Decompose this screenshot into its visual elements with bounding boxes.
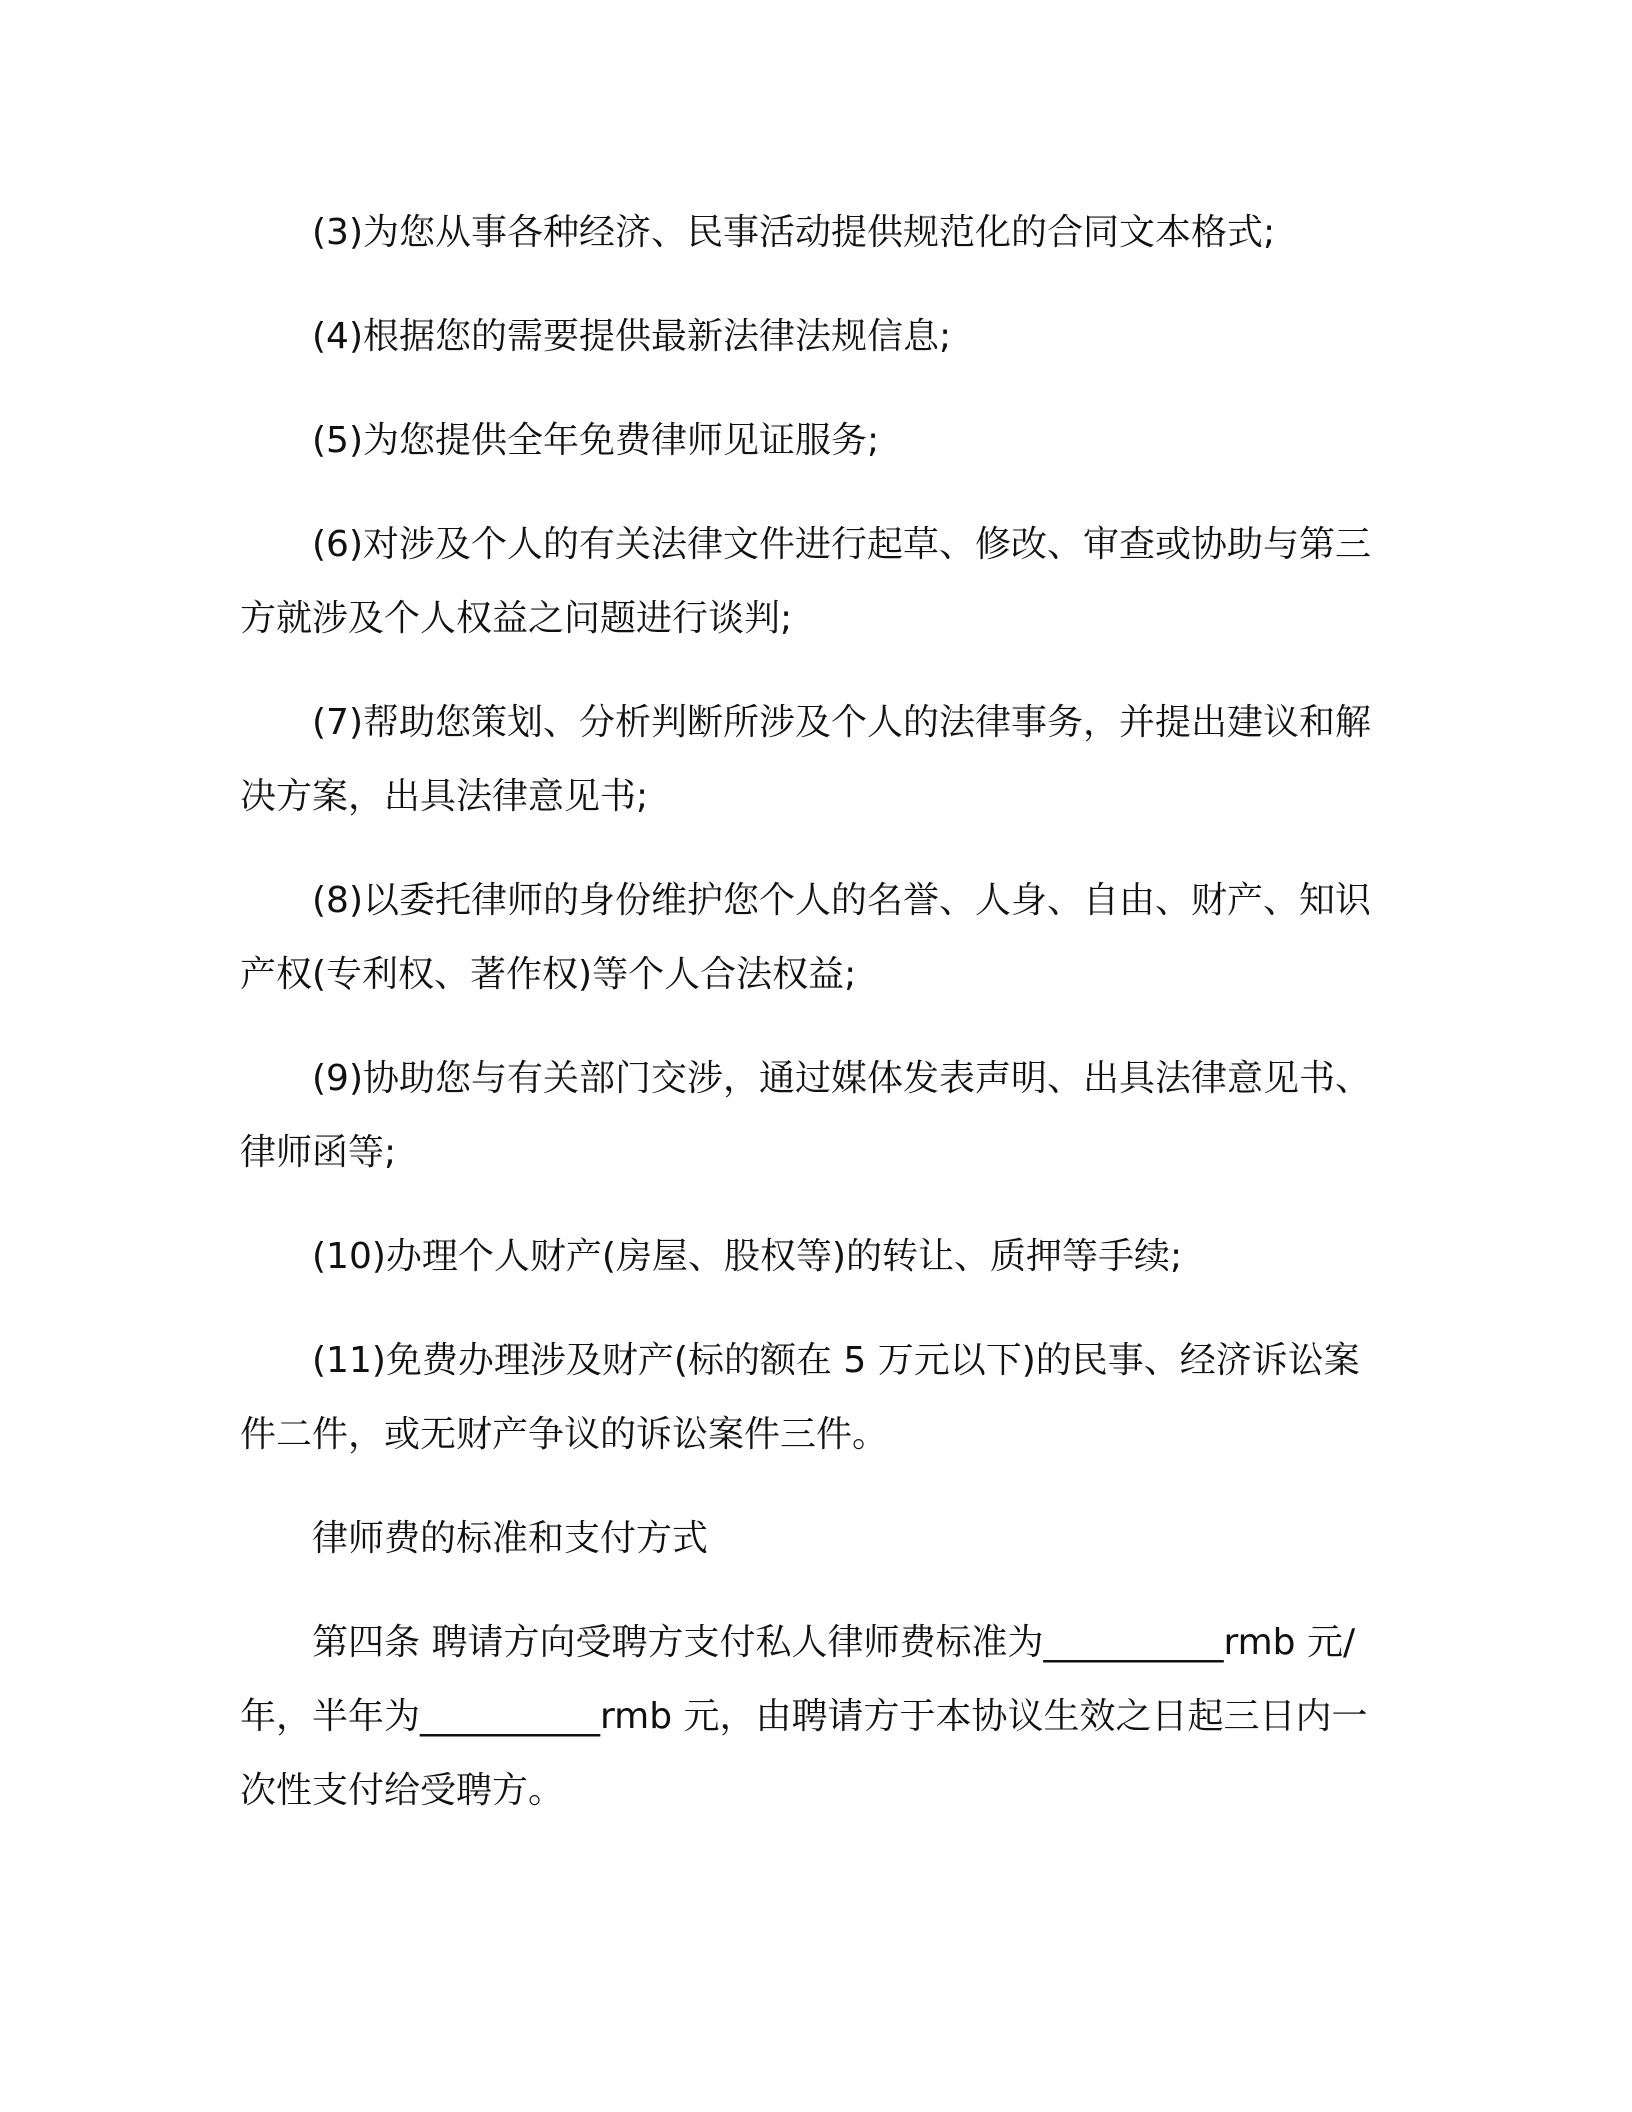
paragraph-item-7: (7)帮助您策划、分析判断所涉及个人的法律事务，并提出建议和解决方案，出具法律意见书; — [240, 702, 1371, 817]
paragraph-item-8: (8)以委托律师的身份维护您个人的名誉、人身、自由、财产、知识产权(专利权、著作权)等个人合法权益; — [240, 880, 1371, 995]
paragraph-item-4: (4)根据您的需要提供最新法律法规信息; — [312, 316, 952, 357]
paragraph-item-10: (10)办理个人财产(房屋、股权等)的转让、质押等手续; — [312, 1236, 1183, 1277]
article-four: 第四条 聘请方向受聘方支付私人律师费标准为__________rmb 元/年，半年为__________rmb 元，由聘请方于本协议生效之日起三日内一次性支付给受聘方。 — [240, 1622, 1368, 1811]
document-body — [240, 196, 1380, 1858]
paragraph-item-11: (11)免费办理涉及财产(标的额在 5 万元以下)的民事、经济诉讼案件二件，或无财产争议的诉讼案件三件。 — [240, 1340, 1360, 1455]
paragraph-item-3: (3)为您从事各种经济、民事活动提供规范化的合同文本格式; — [312, 212, 1276, 253]
section-heading: 律师费的标准和支付方式 — [312, 1518, 709, 1559]
paragraph-item-5: (5)为您提供全年免费律师见证服务; — [312, 420, 880, 461]
paragraph-item-9: (9)协助您与有关部门交涉，通过媒体发表声明、出具法律意见书、律师函等; — [240, 1058, 1371, 1173]
paragraph-item-6: (6)对涉及个人的有关法律文件进行起草、修改、审查或协助与第三方就涉及个人权益之问题进行谈判; — [240, 524, 1371, 639]
